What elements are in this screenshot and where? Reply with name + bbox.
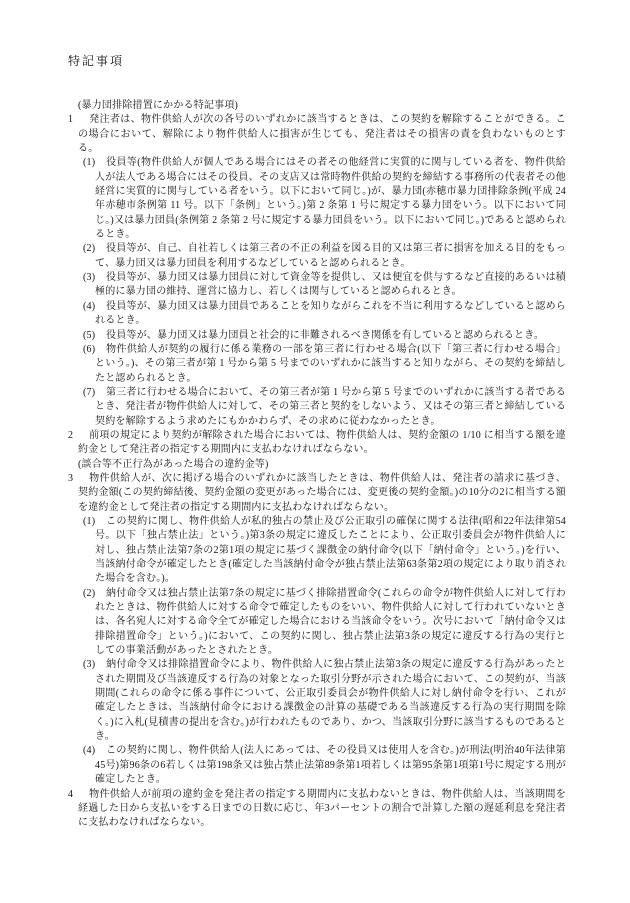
clause-2 xyxy=(68,429,566,458)
clause-3-item-2 xyxy=(68,587,566,659)
clause-1-item-3 xyxy=(68,271,566,300)
clause-1-text: 発注者は、物件供給人が次の各号のいずれかに該当するときは、この契約を解除することができる。この場合において、解除により物件供給人に損害が生じても、発注者はその損害の責を負わないものとする。 xyxy=(78,114,566,155)
clause-3 xyxy=(68,472,566,515)
clause-1-item-7-text: 第三者に行わせる場合において、その第三者が第 1 号から第 5 号までのいずれかに該当する者であるとき、発注者が物件供給人に対して、その第三者と契約をしないよう、又はその第三者と締結している契約を解除するよう求めたにもかかわらず、その求めに従わなかったとき。 xyxy=(95,386,566,427)
clause-1-item-5-text: 役員等が、暴力団又は暴力団員と社会的に非難されるべき関係を有していると認められるとき。 xyxy=(106,329,545,341)
clause-3-item-1 xyxy=(68,515,566,587)
clause-1-item-2 xyxy=(68,242,566,271)
clause-3-text: 物件供給人が、次に掲げる場合のいずれかに該当したときは、物件供給人は、発注者の請求に基づき、契約金額(この契約締結後、契約金額の変更があった場合には、変更後の契約金額。)の10分の2に相当する額を違約金として発注者の指定する期間内に支払わなければならない。 xyxy=(78,472,566,513)
clause-4-number: 4 xyxy=(68,788,74,800)
clause-3-number: 3 xyxy=(68,472,74,484)
clause-1-item-6 xyxy=(68,343,566,386)
section-2-heading: (談合等不正行為があった場合の違約金等) xyxy=(78,458,269,470)
clause-3-item-3-text: 納付命令又は排除措置命令により、物件供給人に独占禁止法第3条の規定に違反する行為があったとされた期間及び当該違反する行為の対象となった取引分野が示された場合において、この契約が、当該期間(これらの命令に係る事件について、公正取引委員会が物件供給人に対し納付命令を行い、これが確定したときは、当該納付命令における課徴金の計算の基礎である当該違反する行為の実行期間を除く。)に入札(見積書の提出を含む。)が行われたものであり、かつ、当該取引分野に該当するものであるとき。 xyxy=(95,659,566,743)
clause-1-item-6-number: (6) xyxy=(83,343,96,355)
clause-3-item-1-number: (1) xyxy=(83,515,96,527)
clause-1 xyxy=(68,113,566,156)
clause-3-item-1-text: この契約に関し、物件供給人が私的独占の禁止及び公正取引の確保に関する法律(昭和22年法律第54号。以下「独占禁止法」という。)第3条の規定に違反したことにより、公正取引委員会が物件供給人に対し、独占禁止法第7条の2第1項の規定に基づく課徴金の納付命令(以下「納付命令」という。)を行い、当該納付命令が確定したとき(確定した当該納付命令が独占禁止法第63条第2項の規定により取り消された場合を含む。)。 xyxy=(95,515,566,585)
clause-1-item-3-number: (3) xyxy=(83,272,96,284)
clause-1-item-4-number: (4) xyxy=(83,300,96,312)
clause-4-text: 物件供給人が前項の違約金を発注者の指定する期間内に支払わないときは、物件供給人は、当該期間を経過した日から支払いをする日までの日数に応じ、年3パーセントの割合で計算した額の遅延利息を発注者に支払わなければならない。 xyxy=(78,788,566,829)
clause-1-item-2-number: (2) xyxy=(83,243,96,255)
clause-3-item-4-text: この契約に関し、物件供給人(法人にあっては、その役員又は使用人を含む。)が刑法(明治40年法律第45号)第96条の6若しくは第198条又は独占禁止法第89条第1項若しくは第95条第1項第1号に規定する刑が確定したとき。 xyxy=(95,745,566,786)
clause-3-item-4-number: (4) xyxy=(83,745,96,757)
clause-3-item-4 xyxy=(68,744,566,787)
clause-1-item-7-number: (7) xyxy=(83,386,96,398)
document-body xyxy=(68,99,566,831)
clause-1-item-5-number: (5) xyxy=(83,329,96,341)
clause-1-item-4-text: 役員等が、暴力団又は暴力団員であることを知りながらこれを不当に利用するなどしていると認められるとき。 xyxy=(95,300,566,327)
clause-3-item-2-text: 納付命令又は独占禁止法第7条の規定に基づく排除措置命令(これらの命令が物件供給人に対して行われたときは、物件供給人に対する命令で確定したものをいい、物件供給人に対して行われていないときは、各名宛人に対する命令全てが確定した場合における当該命令をいう。次号において「納付命令又は排除措置命令」という。)において、この契約に関し、独占禁止法第3条の規定に違反する行為の実行としての事業活動があったとされたとき。 xyxy=(95,587,566,657)
clause-1-item-2-text: 役員等が、自己、自社若しくは第三者の不正の利益を図る目的又は第三者に損害を加える目的をもって、暴力団又は暴力団員を利用するなどしていると認められるとき。 xyxy=(95,243,566,269)
clause-1-item-7 xyxy=(68,386,566,429)
clause-3-item-3-number: (3) xyxy=(83,659,96,671)
page-title: 特記事項 xyxy=(68,54,125,68)
clause-1-item-4 xyxy=(68,300,566,329)
clause-3-item-2-number: (2) xyxy=(83,587,96,599)
clause-1-item-3-text: 役員等が、暴力団又は暴力団員に対して資金等を提供し、又は便宜を供与するなど直接的あるいは積極的に暴力団の維持、運営に協力し、若しくは関与していると認められるとき。 xyxy=(95,272,566,298)
clause-4 xyxy=(68,788,566,831)
clause-1-number: 1 xyxy=(68,114,74,126)
clause-1-item-6-text: 物件供給人が契約の履行に係る業務の一部を第三者に行わせる場合(以下「第三者に行わせる場合」という。)、その第三者が第 1 号から第 5 号までのいずれかに該当すると知りながら、その契約を締結したと認められるとき。 xyxy=(95,343,566,384)
clause-1-item-1 xyxy=(68,156,566,242)
section-1-heading: (暴力団排除措置にかかる特記事項) xyxy=(78,100,239,111)
clause-1-item-5 xyxy=(68,329,566,343)
clause-3-item-3 xyxy=(68,658,566,744)
clause-2-text: 前項の規定により契約が解除された場合においては、物件供給人は、契約金額の 1/10 に相当する額を違約金として発注者の指定する期間内に支払わなければならない。 xyxy=(78,429,566,456)
clause-1-item-1-text: 役員等(物件供給人が個人である場合にはその者その他経営に実質的に関与している者を、物件供給人が法人である場合にはその役員、その支店又は常時物件供給の契約を締結する事務所の代表者その他経営に実質的に関与している者をいう。以下において同じ。)が、暴力団(赤穂市暴力団排除条例(平成 24 年赤穂市条例第 11 号。以下「条例」という。)第 2 条第 1 号に規定する暴力団をいう。以下において同じ。)又は暴力団員(条例第 2 条第 2 号に規定する暴力団員をいう。以下において同じ。)であると認められるとき。 xyxy=(95,157,566,241)
clause-2-number: 2 xyxy=(68,429,74,441)
clause-1-item-1-number: (1) xyxy=(83,157,96,169)
